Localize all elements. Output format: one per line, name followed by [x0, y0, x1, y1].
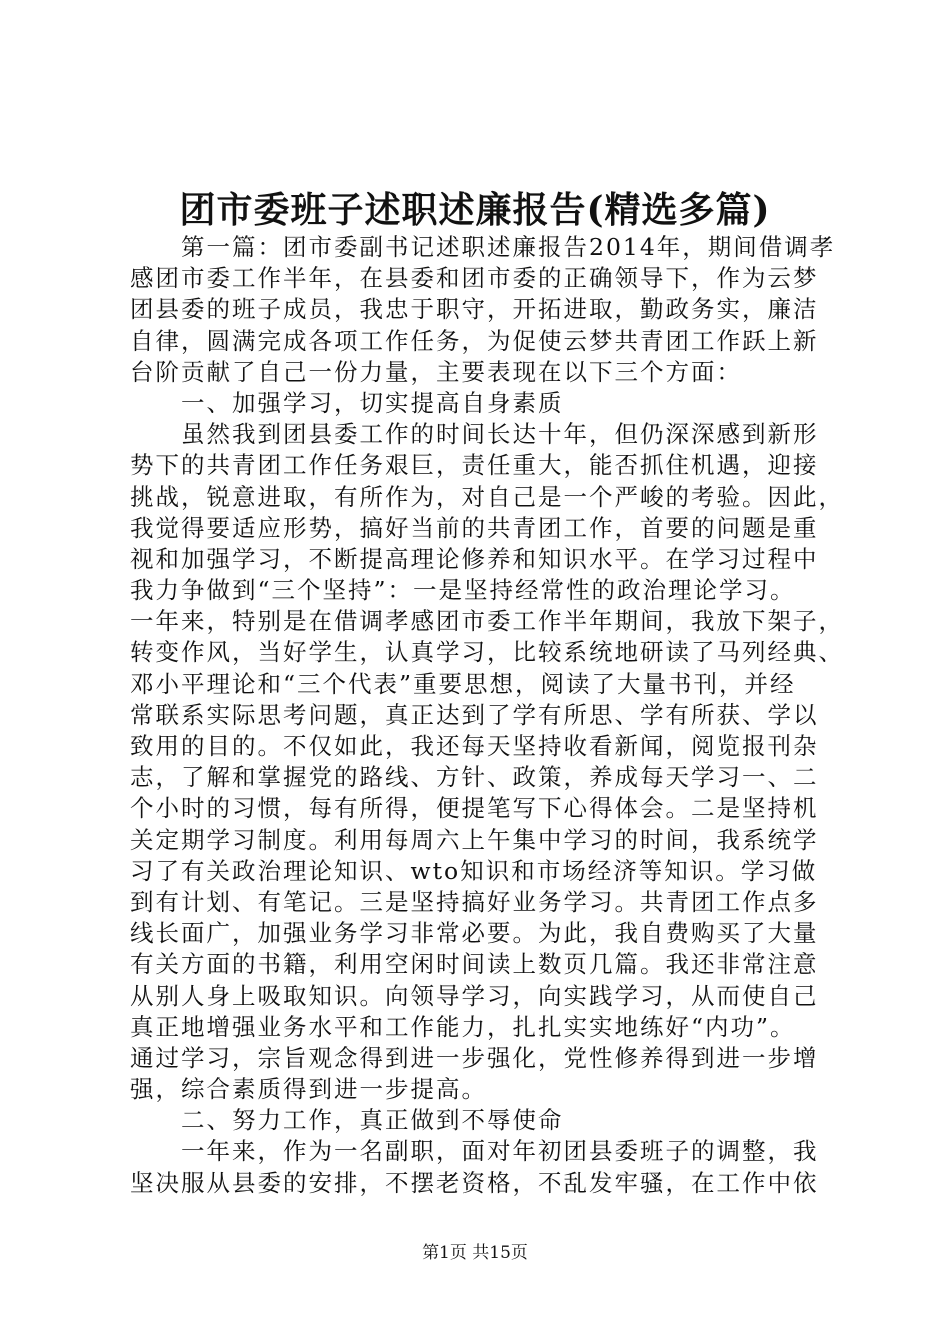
body-line: 致用的目的。不仅如此，我还每天坚持收看新闻，阅览报刊杂	[130, 732, 819, 760]
body-line: 从别人身上吸取知识。向领导学习，向实践学习，从而使自己	[130, 981, 819, 1010]
body-line: 转变作风，当好学生，认真学习，比较系统地研读了马列经典、	[130, 638, 844, 667]
document-body	[130, 232, 844, 1199]
body-line: 邓小平理论和“三个代表”重要思想，阅读了大量书刊，并经	[130, 669, 796, 698]
body-line: 我觉得要适应形势，搞好当前的共青团工作，首要的问题是重	[130, 513, 819, 542]
body-line: 团县委的班子成员，我忠于职守，开拓进取，勤政务实，廉洁	[130, 295, 819, 324]
body-line: 一年来，作为一名副职，面对年初团县委班子的调整，我	[130, 1137, 819, 1166]
body-line: 第一篇：团市委副书记述职述廉报告2014年，期间借调孝	[130, 233, 836, 261]
body-line: 挑战，锐意进取，有所作为，对自己是一个严峻的考验。因此，	[130, 482, 844, 511]
body-line: 自律，圆满完成各项工作任务，为促使云梦共青团工作跃上新	[130, 326, 819, 355]
body-line: 势下的共青团工作任务艰巨，责任重大，能否抓住机遇，迎接	[130, 451, 819, 480]
body-line: 关定期学习制度。利用每周六上午集中学习的时间，我系统学	[130, 825, 819, 854]
body-line: 个小时的习惯，每有所得，便提笔写下心得体会。二是坚持机	[130, 794, 819, 823]
page-footer: 第1页 共15页	[422, 1243, 528, 1263]
body-line: 我力争做到“三个坚持”：一是坚持经常性的政治理论学习。	[130, 576, 796, 605]
body-line: 有关方面的书籍，利用空闲时间读上数页几篇。我还非常注意	[130, 950, 819, 979]
body-line: 视和加强学习，不断提高理论修养和知识水平。在学习过程中	[130, 544, 819, 573]
body-line: 台阶贡献了自己一份力量，主要表现在以下三个方面：	[130, 357, 742, 386]
section-heading: 一、加强学习，切实提高自身素质	[130, 388, 564, 417]
body-line: 到有计划、有笔记。三是坚持搞好业务学习。共青团工作点多	[130, 887, 819, 916]
body-line: 感团市委工作半年，在县委和团市委的正确领导下，作为云梦	[130, 264, 819, 293]
body-line: 线长面广，加强业务学习非常必要。为此，我自费购买了大量	[130, 919, 819, 948]
body-line: 通过学习，宗旨观念得到进一步强化，党性修养得到进一步增	[130, 1043, 819, 1072]
body-line: 习了有关政治理论知识、wto知识和市场经济等知识。学习做	[130, 856, 818, 885]
body-line: 常联系实际思考问题，真正达到了学有所思、学有所获、学以	[130, 700, 819, 729]
section-heading: 二、努力工作，真正做到不辱使命	[130, 1106, 564, 1135]
body-line: 虽然我到团县委工作的时间长达十年，但仍深深感到新形	[130, 420, 819, 449]
body-line: 真正地增强业务水平和工作能力，扎扎实实地练好“内功”。	[130, 1012, 796, 1041]
body-line: 一年来，特别是在借调孝感团市委工作半年期间，我放下架子，	[130, 607, 844, 636]
body-line: 坚决服从县委的安排，不摆老资格，不乱发牢骚，在工作中依	[130, 1168, 819, 1197]
body-line: 志，了解和掌握党的路线、方针、政策，养成每天学习一、二	[130, 763, 819, 792]
body-line: 强，综合素质得到进一步提高。	[130, 1075, 487, 1104]
document-title: 团市委班子述职述廉报告(精选多篇)	[179, 189, 771, 231]
